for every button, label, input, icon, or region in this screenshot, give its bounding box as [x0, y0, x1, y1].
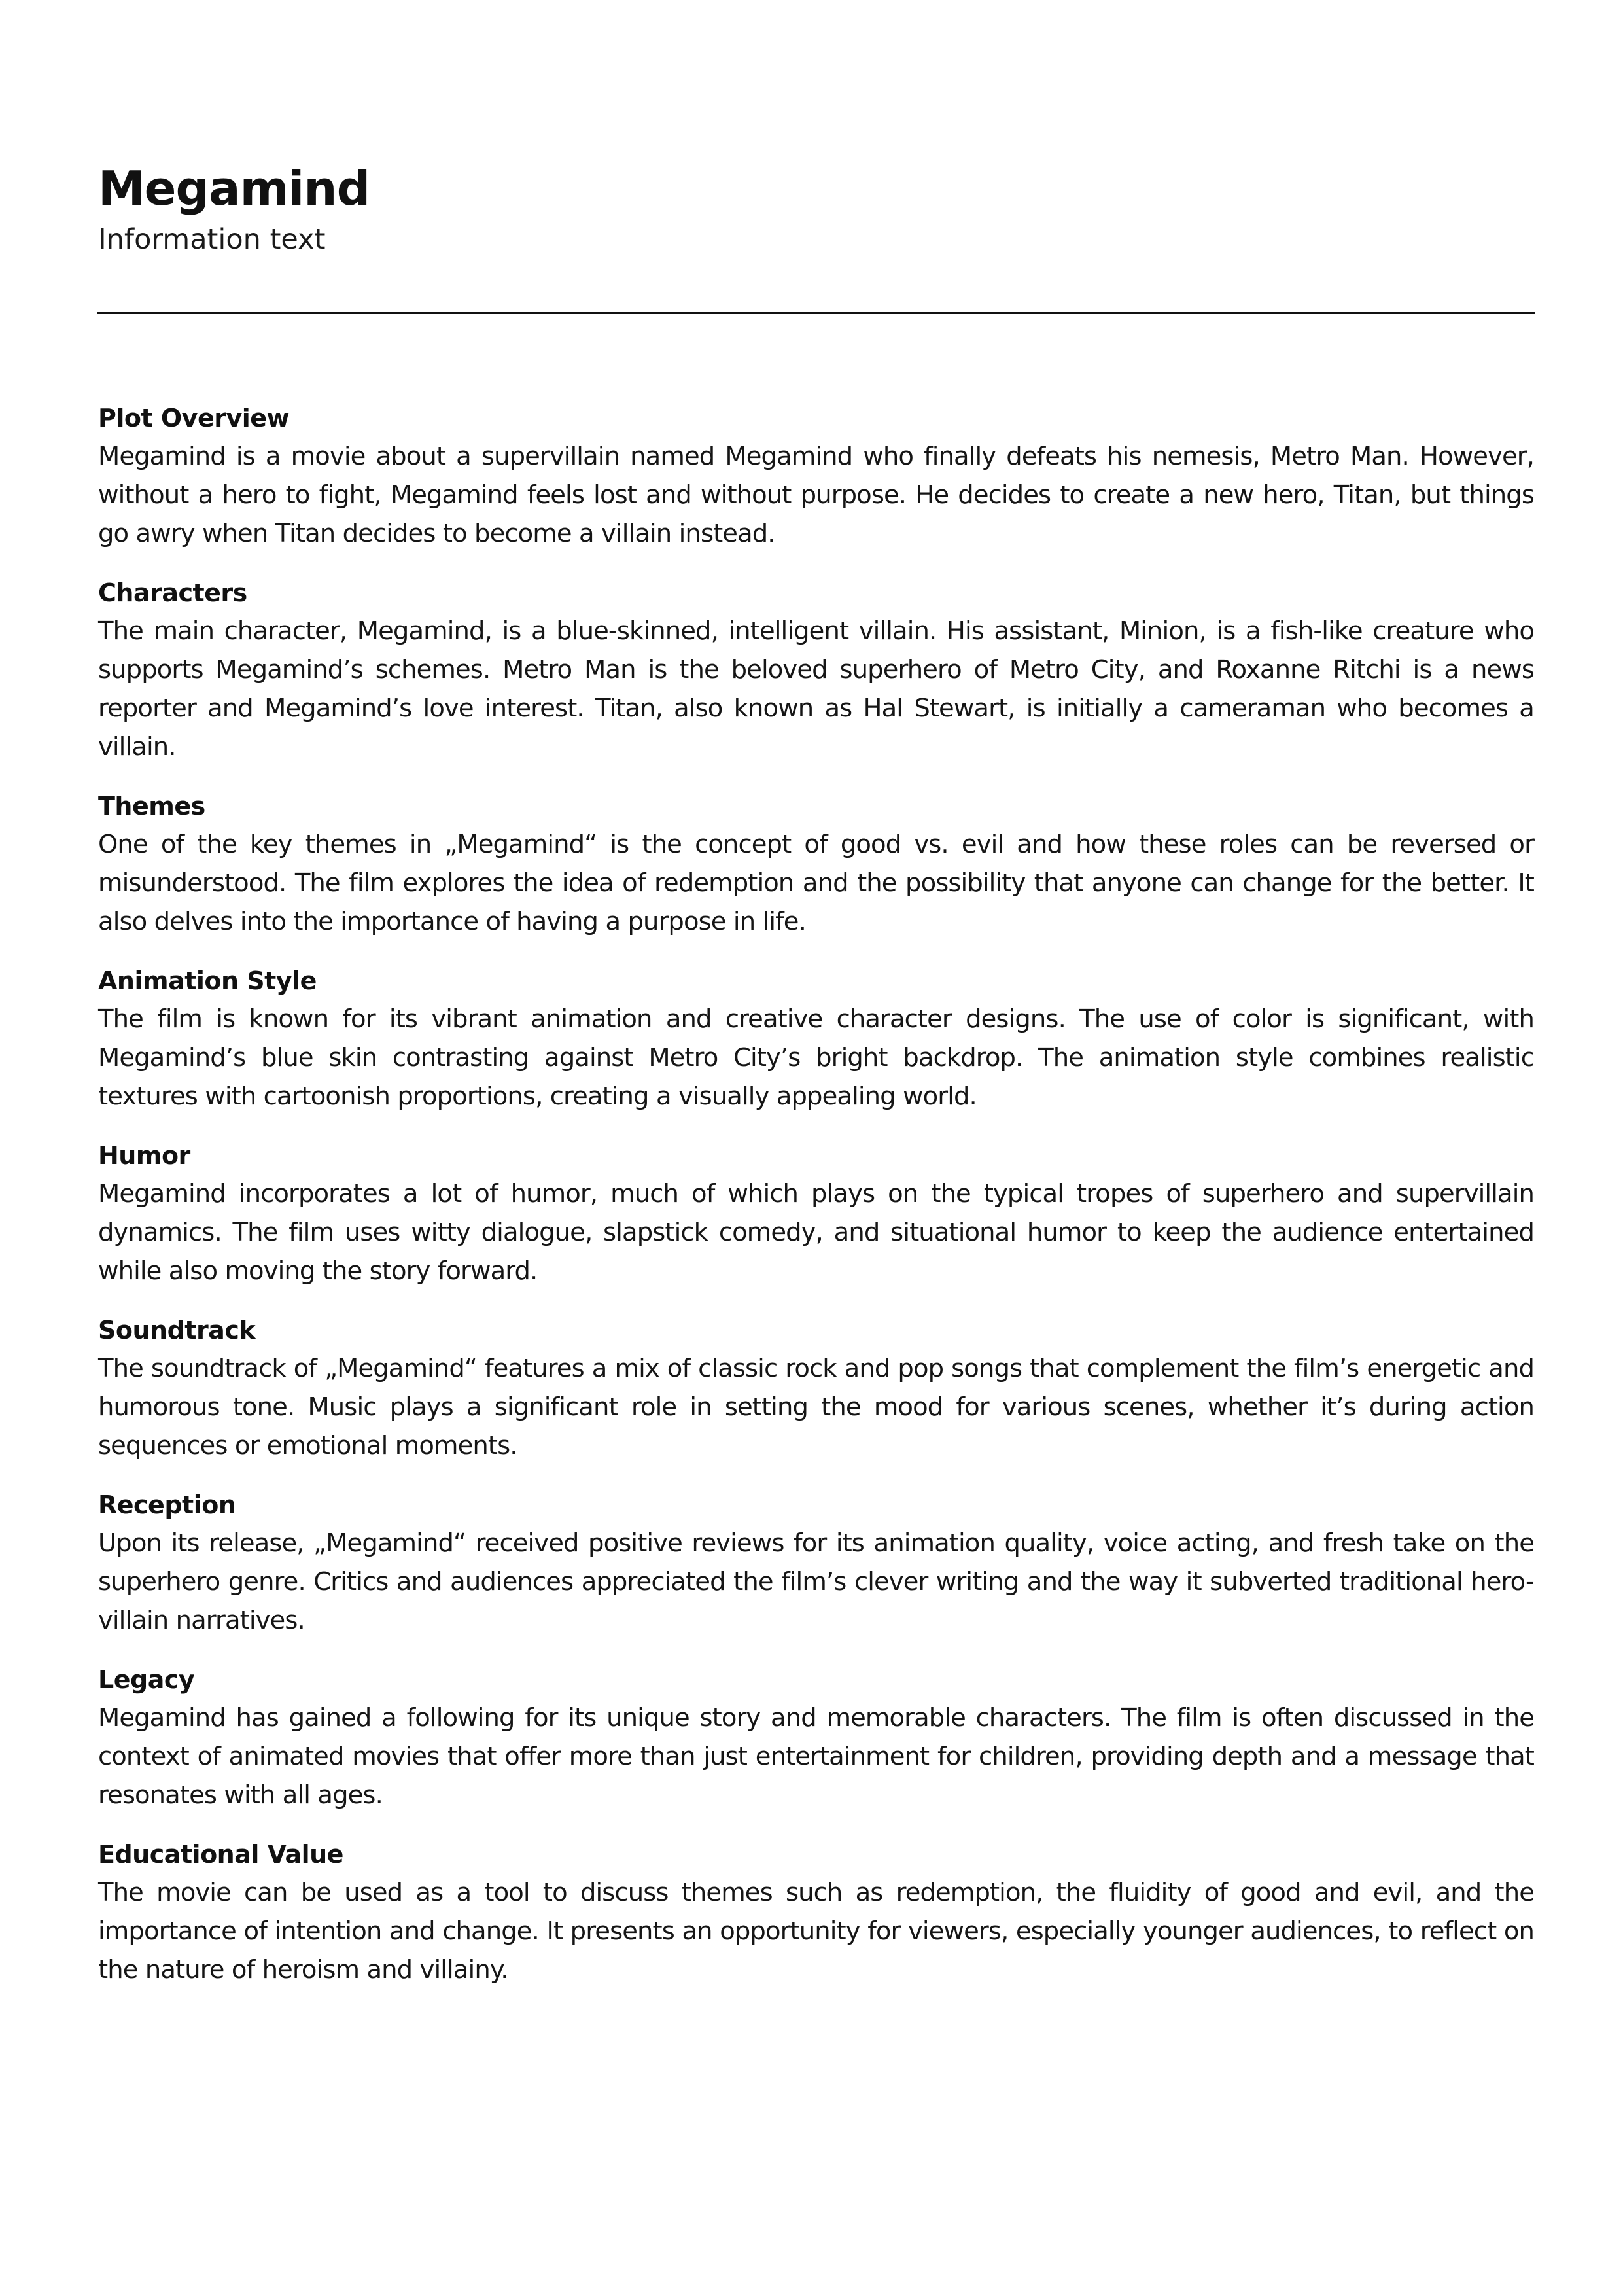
- document-header: [98, 156, 1534, 258]
- section-educational-value: [98, 1835, 1534, 1989]
- section-paragraph: The movie can be used as a tool to discuss themes such as redemption, the fluidity of good and evil, and the importance of intention and change. It presents an opportunity for viewers, especially younger audiences, to reflect on the nature of heroism and villainy.: [98, 1878, 1534, 1985]
- section-paragraph: Megamind is a movie about a supervillain named Megamind who finally defeats his nemesis, Metro Man. However, without a hero to fight, Megamind feels lost and without purpose. He decides to create a new hero, Titan, but things go awry when Titan decides to become a villain instead.: [98, 442, 1534, 548]
- section-paragraph: Upon its release, „Megamind“ received positive reviews for its animation quality, voice acting, and fresh take on the superhero genre. Critics and audiences appreciated the film’s clever writing and the way it subverted traditional hero-villain narratives.: [98, 1528, 1534, 1635]
- section-paragraph: Megamind incorporates a lot of humor, much of which plays on the typical tropes of superhero and supervillain dynamics. The film uses witty dialogue, slapstick comedy, and situational humor to keep the audience entertained while also moving the story forward.: [98, 1179, 1534, 1286]
- section-reception: [98, 1486, 1534, 1640]
- document-subtitle: Information text: [98, 223, 326, 256]
- header-divider: [97, 312, 1535, 314]
- section-themes: [98, 787, 1534, 941]
- section-heading: Soundtrack: [98, 1316, 256, 1345]
- section-animation-style: [98, 962, 1534, 1116]
- section-heading: Animation Style: [98, 966, 317, 995]
- section-plot-overview: [98, 399, 1534, 553]
- document-title: Megamind: [98, 161, 370, 216]
- document-body: [98, 399, 1534, 2010]
- section-heading: Themes: [98, 792, 205, 821]
- section-paragraph: The main character, Megamind, is a blue-skinned, intelligent villain. His assistant, Minion, is a fish-like creature who supports Megamind’s schemes. Metro Man is the beloved superhero of Metro City, and Roxanne Ritchi is a news reporter and Megamind’s love interest. Titan, also known as Hal Stewart, is initially a cameraman who becomes a villain.: [98, 616, 1534, 762]
- section-characters: [98, 574, 1534, 766]
- section-heading: Legacy: [98, 1665, 195, 1694]
- section-paragraph: One of the key themes in „Megamind“ is the concept of good vs. evil and how these roles can be reversed or misunderstood. The film explores the idea of redemption and the possibility that anyone can change for the better. It also delves into the importance of having a purpose in life.: [98, 830, 1534, 936]
- section-heading: Humor: [98, 1141, 190, 1170]
- section-legacy: [98, 1661, 1534, 1814]
- section-paragraph: The soundtrack of „Megamind“ features a mix of classic rock and pop songs that complement the film’s energetic and humorous tone. Music plays a significant role in setting the mood for various scenes, whether it’s during action sequences or emotional moments.: [98, 1354, 1534, 1460]
- section-paragraph: The film is known for its vibrant animation and creative character designs. The use of color is significant, with Megamind’s blue skin contrasting against Metro City’s bright backdrop. The animation style combines realistic textures with cartoonish proportions, creating a visually appealing world.: [98, 1004, 1534, 1111]
- section-humor: [98, 1137, 1534, 1290]
- section-heading: Characters: [98, 578, 247, 607]
- section-heading: Educational Value: [98, 1840, 343, 1869]
- section-heading: Plot Overview: [98, 404, 290, 433]
- section-paragraph: Megamind has gained a following for its unique story and memorable characters. The film is often discussed in the context of animated movies that offer more than just entertainment for children, providing depth and a message that resonates with all ages.: [98, 1703, 1534, 1810]
- section-soundtrack: [98, 1311, 1534, 1465]
- section-heading: Reception: [98, 1491, 236, 1519]
